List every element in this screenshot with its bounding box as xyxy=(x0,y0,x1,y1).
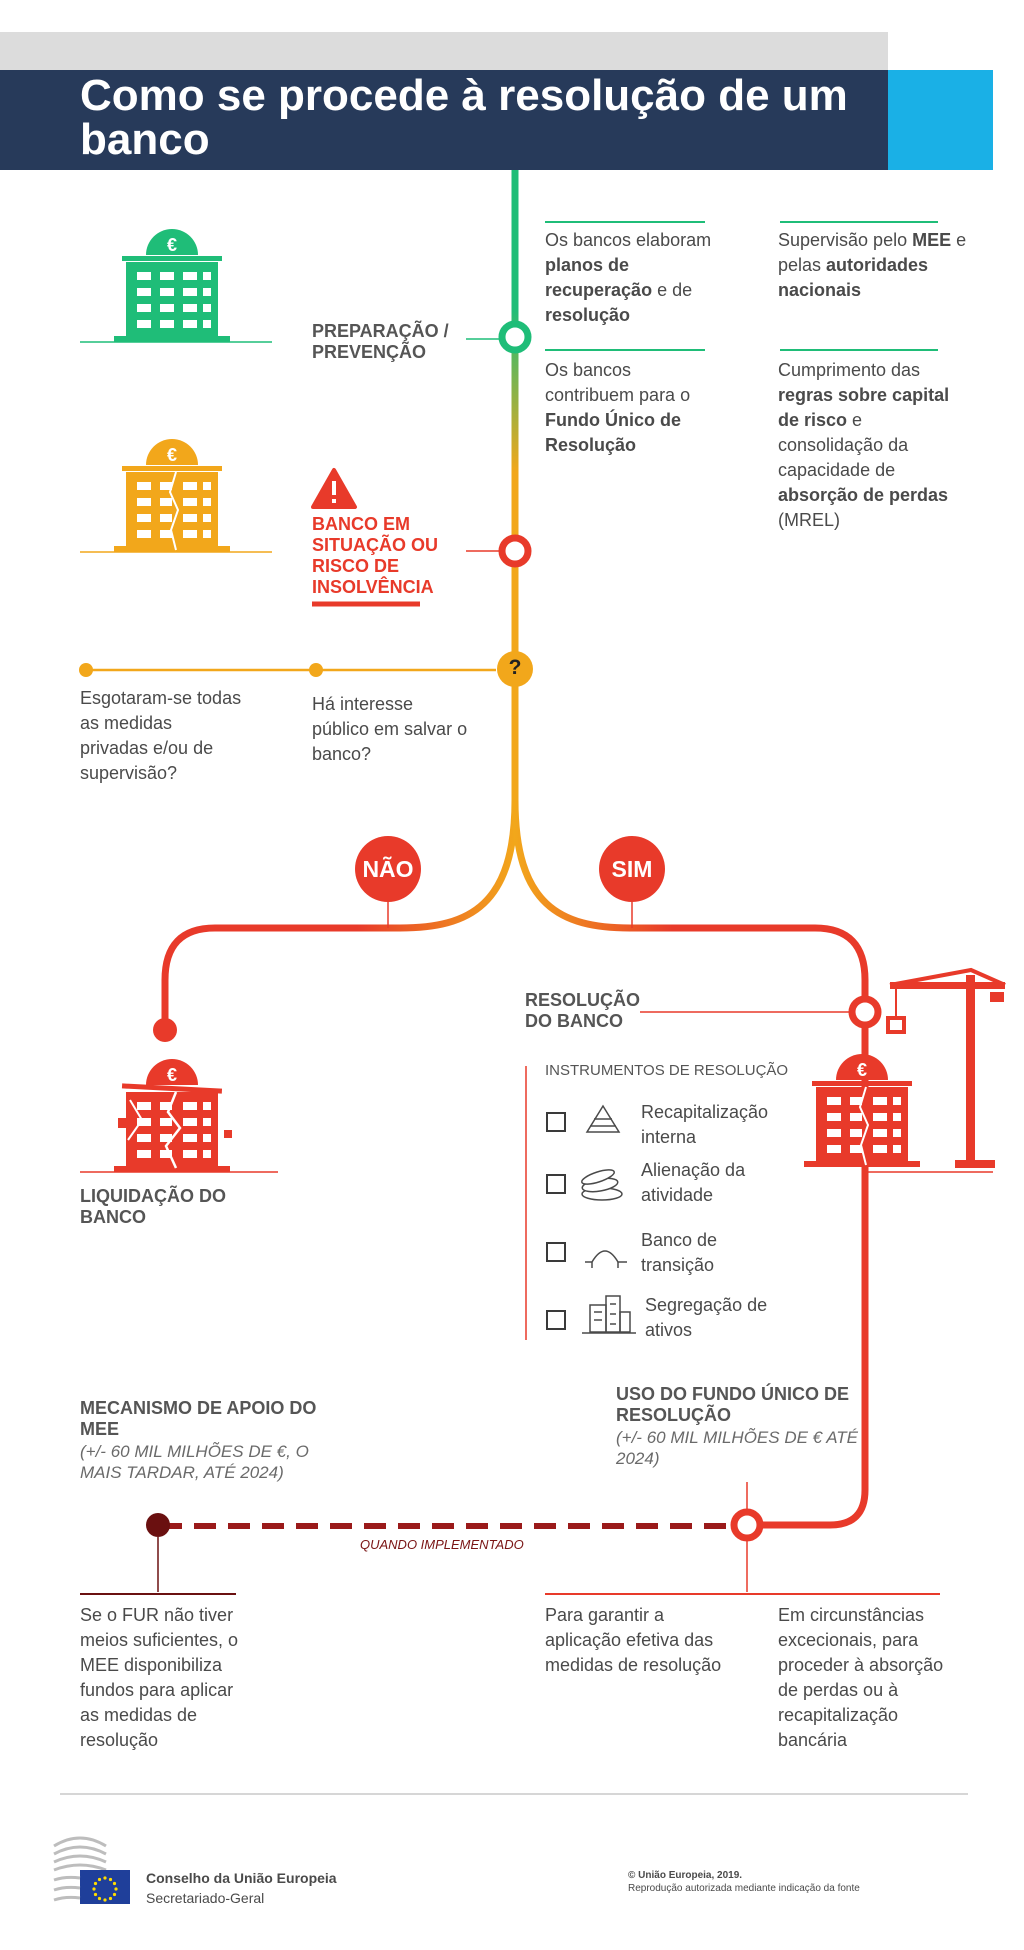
svg-text:€: € xyxy=(166,1065,178,1085)
svg-text:€: € xyxy=(166,235,178,255)
srf-title: USO DO FUNDO ÚNICO DE RESOLUÇÃO xyxy=(616,1384,850,1425)
svg-text:€: € xyxy=(856,1060,868,1080)
text-bold-fragment: resolução xyxy=(545,305,631,325)
pyramid-icon xyxy=(587,1106,619,1132)
preparation-node xyxy=(502,324,528,350)
svg-text:€: € xyxy=(166,445,178,465)
srf-exceptional-text: Em circunstâncias excecionais, para proceder à absorção de perdas ou à recapitalização bancária xyxy=(778,1605,944,1750)
instrument-checkbox xyxy=(546,1242,566,1262)
footer-copyright: © União Europeia, 2019. xyxy=(628,1870,743,1881)
srf-purpose-text: Para garantir a aplicação efetiva das medidas de resolução xyxy=(545,1605,722,1675)
preparation-label: PREPARAÇÃO / PREVENÇÃO xyxy=(312,321,449,362)
footer-reproduction: Reprodução autorizada mediante indicação da fonte xyxy=(628,1883,860,1894)
srf-node xyxy=(734,1512,760,1538)
warning-icon xyxy=(313,470,355,507)
text-bold-fragment: absorção de perdas xyxy=(778,485,949,505)
instrument-bridge-bank: Banco de transição xyxy=(641,1230,718,1275)
liquidation-label: LIQUIDAÇÃO DO BANCO xyxy=(80,1186,226,1227)
resolution-node xyxy=(852,999,878,1025)
srf-note: (+/- 60 MIL MILHÕES DE € ATÉ 2024) xyxy=(616,1428,859,1468)
buildings-icon xyxy=(582,1296,636,1333)
instrument-bail-in: Recapitalização interna xyxy=(641,1102,769,1147)
text-bold-fragment: Fundo Único de Resolução xyxy=(545,410,681,455)
text-fragment: Supervisão pelo xyxy=(778,230,913,250)
instrument-checkbox xyxy=(546,1174,566,1194)
text-fragment: Cumprimento das xyxy=(778,360,921,380)
no-badge: NÃO xyxy=(355,836,421,902)
esm-node xyxy=(146,1513,170,1537)
when-implemented-label: QUANDO IMPLEMENTADO xyxy=(360,1537,524,1552)
supervision-text xyxy=(778,228,968,303)
question-private-measures: Esgotaram-se todas as medidas privadas e/ou de supervisão? xyxy=(80,688,242,783)
risk-label: BANCO EM SITUAÇÃO OU RISCO DE INSOLVÊNCIA xyxy=(312,514,438,597)
text-bold-fragment: MEE xyxy=(912,230,952,250)
esm-title: MECANISMO DE APOIO DO MEE xyxy=(80,1398,317,1439)
yes-badge: SIM xyxy=(599,836,665,902)
instrument-sale-of-business: Alienação da atividade xyxy=(641,1160,746,1205)
text-fragment: Os bancos elaboram xyxy=(545,230,712,250)
capital-rules-text xyxy=(778,358,968,533)
bridge-icon xyxy=(585,1251,627,1268)
question-mark: ? xyxy=(508,656,522,679)
question-public-interest: Há interesse público em salvar o banco? xyxy=(312,694,468,764)
esm-support-text: Se o FUR não tiver meios suficientes, o MEE disponibiliza fundos para aplicar as medidas de resolução xyxy=(80,1605,239,1750)
text-fragment: e de xyxy=(652,280,693,300)
footer-department: Secretariado-Geral xyxy=(146,1890,265,1906)
instrument-checkbox xyxy=(546,1310,566,1330)
recovery-plans-text xyxy=(545,228,735,328)
instrument-checkbox xyxy=(546,1112,566,1132)
text-bold-fragment: planos de recuperação xyxy=(545,255,653,300)
no-branch-line xyxy=(165,800,515,1028)
srf-contribution-text xyxy=(545,358,725,458)
page-title: Como se procede à resolução de um banco xyxy=(80,71,848,164)
question2-dot xyxy=(309,663,323,677)
footer-organization: Conselho da União Europeia xyxy=(146,1870,337,1886)
text-fragment: e consolidação da capacidade de xyxy=(778,410,909,480)
text-fragment: e pelas xyxy=(778,230,967,275)
resolution-label: RESOLUÇÃO DO BANCO xyxy=(525,990,641,1031)
instruments-title: INSTRUMENTOS DE RESOLUÇÃO xyxy=(545,1062,789,1079)
text-fragment: Os bancos contribuem para o xyxy=(545,360,691,405)
instrument-asset-separation: Segregação de ativos xyxy=(645,1295,768,1340)
esm-note: (+/- 60 MIL MILHÕES DE €, O MAIS TARDAR, ATÉ 2024) xyxy=(80,1442,309,1482)
coins-icon xyxy=(580,1167,622,1200)
text-bold-fragment: regras sobre capital de risco xyxy=(778,385,950,430)
text-fragment: (MREL) xyxy=(778,510,840,530)
text-bold-fragment: autoridades nacionais xyxy=(778,255,929,300)
liquidation-endpoint xyxy=(153,1018,177,1042)
risk-node xyxy=(502,538,528,564)
eu-council-logo xyxy=(54,1838,130,1904)
question1-dot xyxy=(79,663,93,677)
